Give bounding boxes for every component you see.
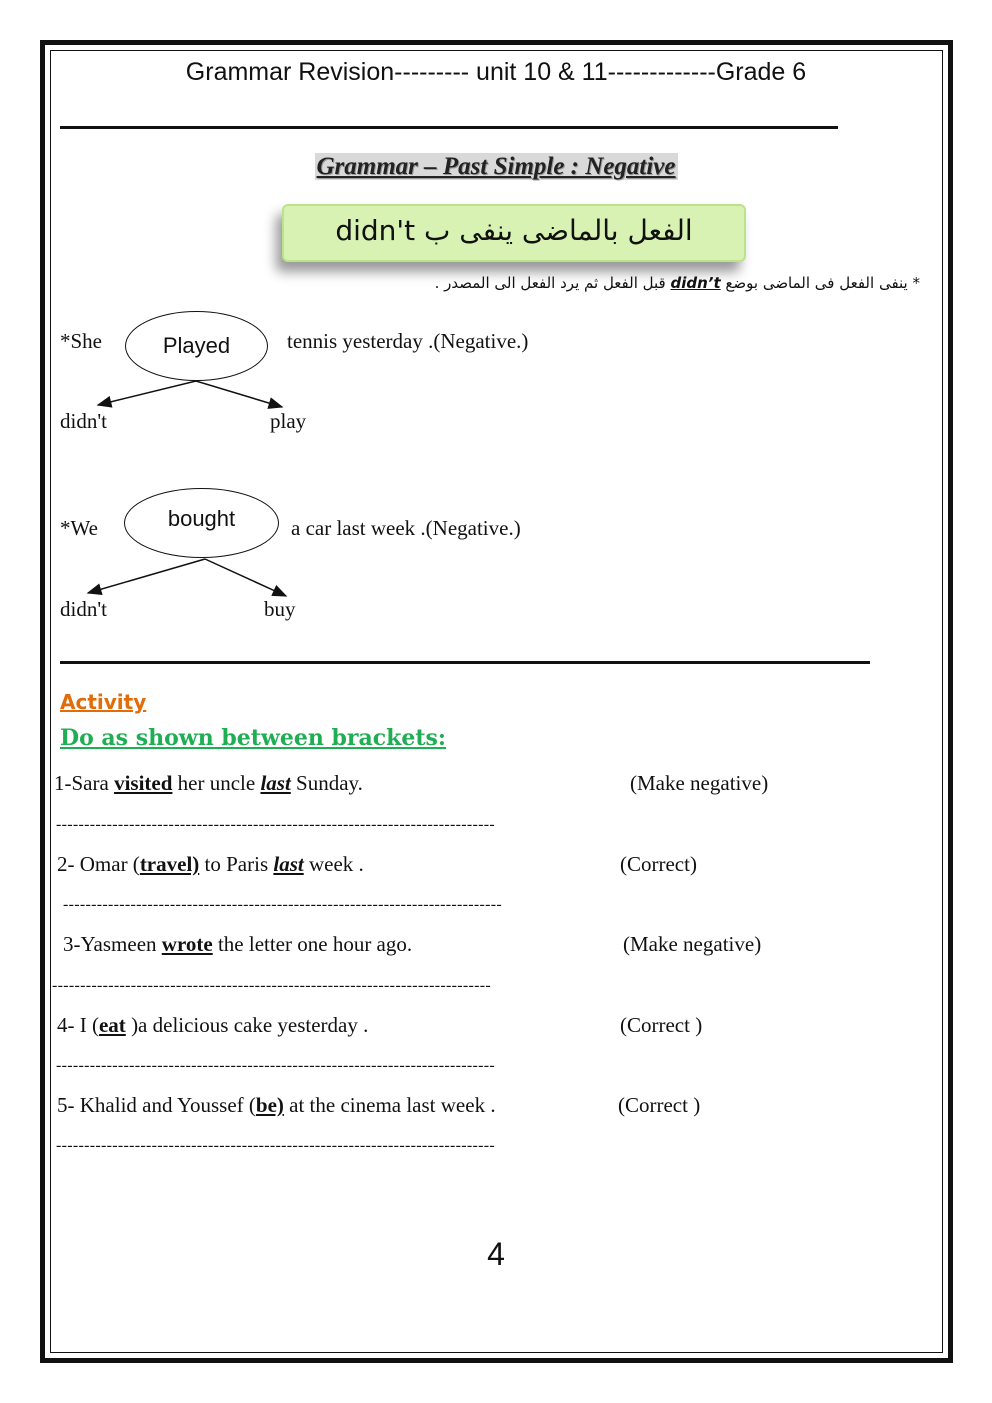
question-2: 2- Omar (travel) to Paris last week . [57,852,364,876]
page-header: Grammar Revision--------- unit 10 & 11-------------Grade 6 [185,58,807,86]
example2-arrow-left [88,559,205,593]
question-5-hint: (Correct ) [618,1093,701,1117]
example1-aux: didn't [60,409,107,433]
page-number: 4 [487,1236,505,1272]
question-4: 4- I (eat )a delicious cake yesterday . [57,1013,369,1037]
example2-subject: *We [60,516,98,540]
answer-line-3[interactable]: ------------------------------------------------------------------------------ [52,977,491,994]
example2-aux: didn't [60,597,107,621]
question-2-hint: (Correct) [620,852,697,876]
example1-base-verb: play [270,409,307,433]
example1-arrow-left [98,381,196,405]
answer-line-1[interactable]: ------------------------------------------------------------------------------ [56,816,495,833]
question-3-hint: (Make negative) [623,932,762,956]
rule-note: * ينفى الفعل فى الماضى بوضع didn’t قبل الفعل ثم يرد الفعل الى المصدر . [434,274,920,292]
example1-arrow-right [196,381,282,407]
answer-line-4[interactable]: ------------------------------------------------------------------------------ [56,1057,495,1074]
section-divider [60,661,870,664]
activity-instruction: Do as shown between brackets: [60,725,447,751]
answer-line-2[interactable]: ------------------------------------------------------------------------------ [63,896,502,913]
example2-verb-oval: bought [124,488,279,558]
example2-rest: a car last week .(Negative.) [291,516,521,540]
answer-line-5[interactable]: ------------------------------------------------------------------------------ [56,1137,495,1154]
example1-rest: tennis yesterday .(Negative.) [287,329,529,353]
question-4-hint: (Correct ) [620,1013,703,1037]
question-1: 1-Sara visited her uncle last Sunday. [54,771,363,795]
rule-box-text: الفعل بالماضى ينفى ب didn't [335,214,693,247]
question-1-hint: (Make negative) [630,771,769,795]
example2-base-verb: buy [264,597,296,621]
question-3: 3-Yasmeen wrote the letter one hour ago. [63,932,413,956]
example1-verb-oval: Played [125,311,268,381]
example1-subject: *She [60,329,102,353]
section-title: Grammar – Past Simple : Negative [316,153,676,180]
question-5: 5- Khalid and Youssef (be) at the cinema last week . [57,1093,496,1117]
example2-arrow-right [205,559,286,596]
activity-label: Activity [60,690,147,714]
